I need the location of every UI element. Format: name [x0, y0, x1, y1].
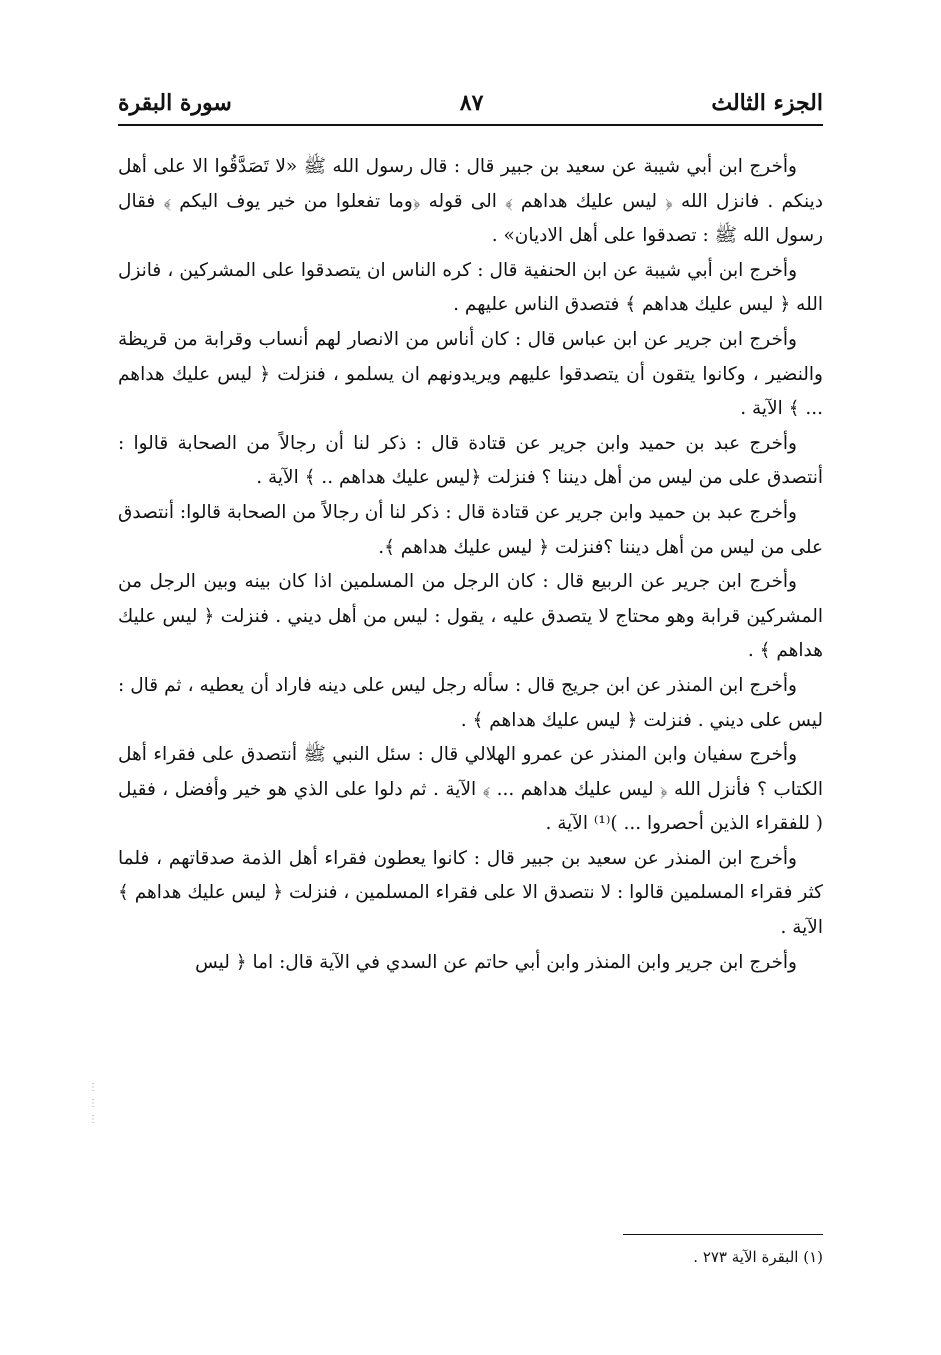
- page-body: [118, 150, 823, 980]
- paragraph-9: وأخرج ابن المنذر عن سعيد بن جبير قال : كانوا يعطون فقراء أهل الذمة صدقاتهم ، فلما كثر فقراء المسلمين قالوا : لا نتصدق الا على فقراء المسلمين ، فنزلت ﴿ ليس عليك هداهم ﴾ الآية .: [118, 847, 823, 939]
- footnote-divider: [623, 1234, 823, 1235]
- paragraph-2: وأخرج ابن أبي شيبة عن ابن الحنفية قال : كره الناس ان يتصدقوا على المشركين ، فانزل الله ﴿ ليس عليك هداهم ﴾ فتصدق الناس عليهم .: [118, 259, 823, 316]
- footnote: (١) البقرة الآية ٢٧٣ .: [693, 1248, 823, 1266]
- part-title: الجزء الثالث: [711, 90, 823, 116]
- paragraph-5: وأخرج عبد بن حميد وابن جرير عن قتادة قال : ذكر لنا أن رجالاً من الصحابة قالوا: أنتصدق على من ليس من أهل ديننا ؟فنزلت ﴿ ليس عليك هداهم ﴾.: [118, 501, 823, 558]
- paragraph-1: وأخرج ابن أبي شيبة عن سعيد بن جبير قال : قال رسول الله ﷺ «لا تَصَدَّقُوا الا على أهل دينكم . فانزل الله ﴿ ليس عليك هداهم ﴾ الى قوله ﴿وما تفعلوا من خير يوف اليكم ﴾ فقال رسول الله ﷺ : تصدقوا على أهل الاديان» .: [118, 156, 823, 247]
- paragraph-6: وأخرج ابن جرير عن الربيع قال : كان الرجل من المسلمين اذا كان بينه وبين الرجل من المشركين قرابة وهو محتاج لا يتصدق عليه ، يقول : ليس من أهل ديني . فنزلت ﴿ ليس عليك هداهم ﴾ .: [118, 571, 823, 662]
- paragraph-3: وأخرج ابن جرير عن ابن عباس قال : كان أناس من الانصار لهم أنساب وقرابة من قريظة والنضير ، وكانوا يتقون أن يتصدقوا عليهم ويريدونهم ان يسلمو ، فنزلت ﴿ ليس عليك هداهم ... ﴾ الآية .: [118, 328, 823, 420]
- paragraph-10: وأخرج ابن جرير وابن المنذر وابن أبي حاتم عن السدي في الآية قال: اما ﴿ ليس: [195, 951, 797, 973]
- paragraph-8: وأخرج سفيان وابن المنذر عن عمرو الهلالي قال : سئل النبي ﷺ أنتصدق على فقراء أهل الكتاب ؟ فأنزل الله ﴿ ليس عليك هداهم ... ﴾ الآية . ثم دلوا على الذي هو خير وأفضل ، فقيل ( للفقراء الذين أحصروا ... )⁽¹⁾ الآية .: [118, 744, 823, 835]
- margin-marks: ⋮ ⋮ ⋮: [88, 1082, 98, 1125]
- surah-title: سورة البقرة: [118, 90, 232, 116]
- paragraph-4: وأخرج عبد بن حميد وابن جرير عن قتادة قال : ذكر لنا أن رجالاً من الصحابة قالوا : أنتصدق على من ليس من أهل ديننا ؟ فنزلت ﴿ليس عليك هداهم .. ﴾ الآية .: [118, 432, 823, 489]
- page-header: [118, 86, 823, 120]
- page-number: ٨٧: [459, 90, 484, 116]
- paragraph-7: وأخرج ابن المنذر عن ابن جريج قال : سأله رجل ليس على دينه فاراد أن يعطيه ، ثم قال : ليس على ديني . فنزلت ﴿ ليس عليك هداهم ﴾ .: [118, 674, 823, 731]
- header-divider: [118, 124, 823, 126]
